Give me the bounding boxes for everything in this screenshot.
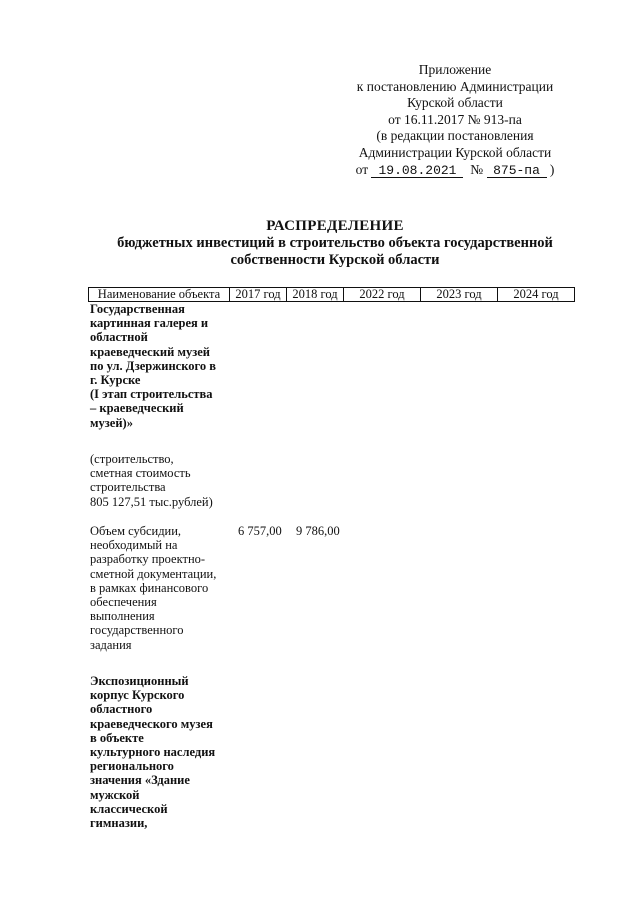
- text-line: разработку проектно-: [90, 552, 206, 567]
- subsidy-description: [90, 524, 230, 652]
- text-line: Государственная: [90, 302, 185, 316]
- title-sub-2: собственности Курской области: [230, 252, 440, 268]
- col-2018: 2018 год: [287, 288, 344, 302]
- text-line: областного: [90, 702, 153, 717]
- text-line: строительства: [90, 480, 166, 495]
- investment-table-header: [88, 287, 575, 302]
- number-label: №: [470, 162, 484, 177]
- subsidy-2018-value: 9 786,00: [296, 524, 340, 538]
- document-title: [0, 218, 640, 269]
- text-line: сметная стоимость: [90, 466, 191, 481]
- revision-note: (в редакции постановления: [376, 128, 534, 143]
- subsidy-2017-value: 6 757,00: [238, 524, 282, 538]
- text-line: г. Курске: [90, 373, 141, 388]
- text-line: краеведческий музей: [90, 344, 210, 359]
- from-label: от: [355, 162, 369, 177]
- text-line: по ул. Дзержинского в: [90, 358, 217, 373]
- text-line: необходимый на: [90, 538, 178, 553]
- object2-name: [90, 674, 230, 830]
- text-line: 805 127,51 тыс.рублей): [90, 494, 213, 509]
- text-line: обеспечения: [90, 595, 157, 610]
- text-line: (строительство,: [90, 452, 174, 466]
- text-line: выполнения: [90, 609, 155, 624]
- object1-name: [90, 302, 230, 430]
- appendix-header: [330, 62, 580, 179]
- text-line: значения «Здание: [90, 773, 190, 788]
- text-line: (I этап строительства: [90, 387, 213, 402]
- text-line: в рамках финансового: [90, 580, 209, 595]
- text-line: сметной документации,: [90, 566, 217, 581]
- col-2023: 2023 год: [421, 288, 498, 302]
- text-line: областной: [90, 330, 148, 345]
- region-name: Курской области: [407, 95, 503, 110]
- text-line: музей)»: [90, 415, 133, 430]
- text-line: задания: [90, 637, 132, 652]
- text-line: мужской: [90, 787, 140, 802]
- revision-authority: Администрации Курской области: [358, 144, 552, 160]
- title-main: РАСПРЕДЕЛЕНИЕ: [266, 218, 404, 234]
- col-2022: 2022 год: [344, 288, 421, 302]
- text-line: классической: [90, 801, 168, 816]
- text-line: культурного наследия: [90, 745, 216, 760]
- col-object-name: Наименование объекта: [89, 288, 230, 302]
- text-line: Объем субсидии,: [90, 524, 182, 538]
- revision-number: 875-па: [487, 164, 547, 178]
- resolution-date-number: от 16.11.2017 № 913-па: [388, 111, 522, 127]
- text-line: краеведческого музея: [90, 716, 213, 731]
- text-line: – краеведческий: [90, 401, 184, 416]
- text-line: в объекте: [90, 730, 144, 745]
- revision-signature-line: [330, 162, 580, 179]
- close-paren: ): [549, 162, 555, 177]
- resolution-ref: к постановлению Администрации: [356, 78, 554, 94]
- col-2024: 2024 год: [498, 288, 575, 302]
- col-2017: 2017 год: [230, 288, 287, 302]
- appendix-label: Приложение: [418, 62, 492, 77]
- text-line: корпус Курского: [90, 688, 185, 703]
- text-line: гимназии,: [90, 816, 148, 831]
- text-line: картинная галерея и: [90, 316, 209, 331]
- text-line: регионального: [90, 759, 174, 774]
- title-sub-1: бюджетных инвестиций в строительство объекта государственной: [117, 235, 553, 251]
- table-header-row: [89, 288, 575, 302]
- text-line: государственного: [90, 623, 184, 638]
- object1-description: [90, 452, 230, 509]
- revision-date: 19.08.2021: [371, 164, 463, 178]
- text-line: Экспозиционный: [90, 674, 189, 688]
